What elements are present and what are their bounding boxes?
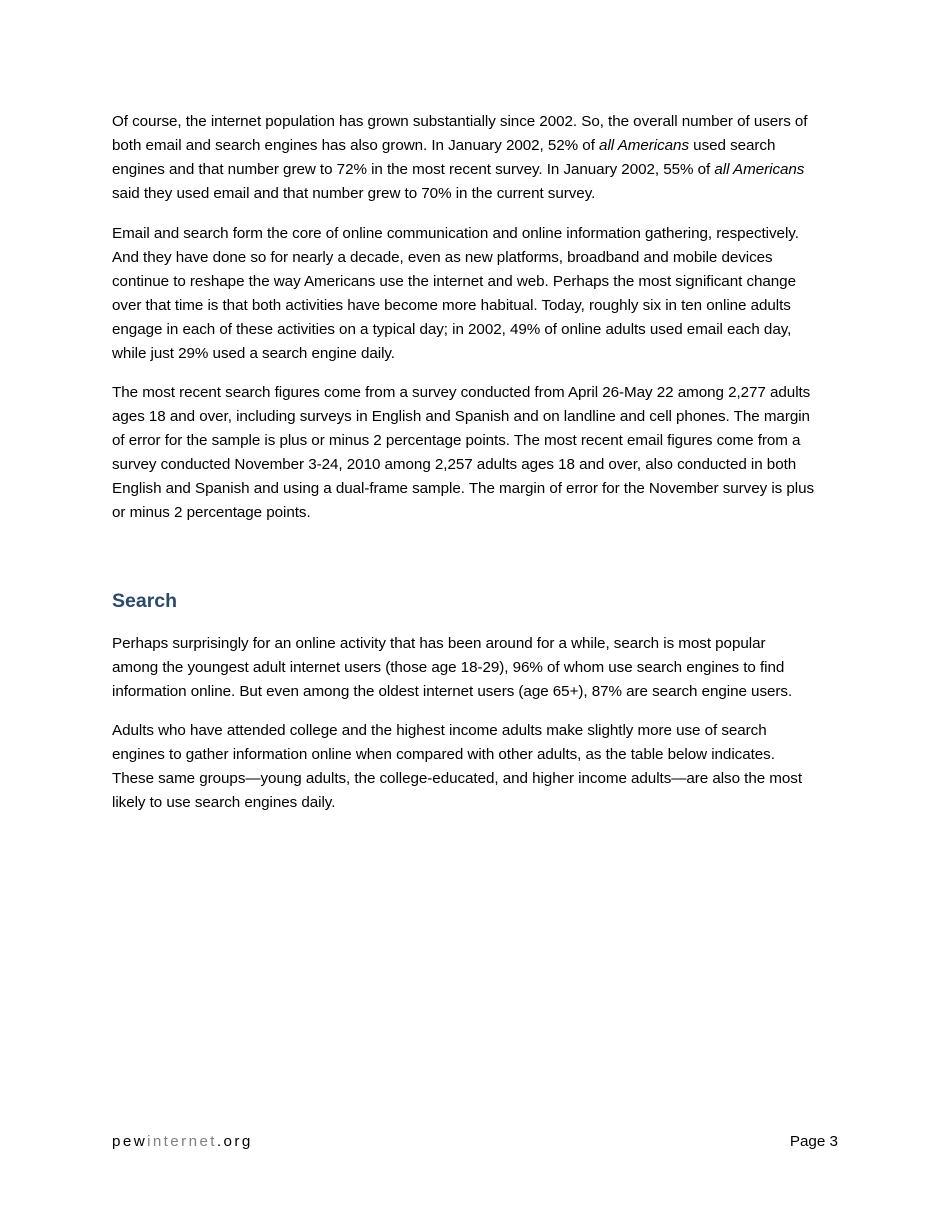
paragraph-search-age <box>112 632 852 704</box>
text-line: Perhaps surprisingly for an online activity that has been around for a while, search is most popular <box>112 635 766 652</box>
text-line: said they used email and that number grew to 70% in the current survey. <box>112 185 596 202</box>
paragraph-search-education-income <box>112 719 852 815</box>
page-number: Page 3 <box>789 1133 838 1150</box>
text-line: information online. But even among the oldest internet users (age 65+), 87% are search engine users. <box>112 683 793 700</box>
footer-site-suffix: .org <box>216 1133 253 1150</box>
text-line: among the youngest adult internet users (those age 18-29), 96% of whom use search engines to find <box>112 659 785 676</box>
footer-site-prefix: pew <box>112 1133 148 1150</box>
text-line: or minus 2 percentage points. <box>112 504 311 521</box>
text-line: Email and search form the core of online communication and online information gathering, respectively. <box>112 225 799 242</box>
text-line: of error for the sample is plus or minus 2 percentage points. The most recent email figures come from a <box>112 432 801 449</box>
text-line: Of course, the internet population has grown substantially since 2002. So, the overall number of users of <box>112 113 808 130</box>
text-line: engines and that number grew to 72% in the most recent survey. In January 2002, 55% of all Americans <box>112 161 805 178</box>
text-line: likely to use search engines daily. <box>112 794 336 811</box>
emphasis-text: all Americans <box>714 161 805 178</box>
footer-site-mid: internet <box>147 1133 217 1150</box>
text-line: while just 29% used a search engine daily. <box>112 345 395 362</box>
text-line: And they have done so for nearly a decade, even as new platforms, broadband and mobile devices <box>112 249 773 266</box>
text-line: over that time is that both activities have become more habitual. Today, roughly six in ten online adults <box>112 297 791 314</box>
paragraph-internet-growth <box>112 110 852 206</box>
emphasis-text: all Americans <box>599 137 689 154</box>
text-line: engines to gather information online when compared with other adults, as the table below indicates. <box>112 746 775 763</box>
text-line: English and Spanish and using a dual-frame sample. The margin of error for the November survey is plus <box>112 480 815 497</box>
paragraph-survey-methodology <box>112 381 852 525</box>
text-line: both email and search engines has also grown. In January 2002, 52% of all Americans used search <box>112 137 776 154</box>
text-line: survey conducted November 3-24, 2010 among 2,257 adults ages 18 and over, also conducted in both <box>112 456 797 473</box>
text-line: continue to reshape the way Americans use the internet and web. Perhaps the most significant change <box>112 273 796 290</box>
text-line: The most recent search figures come from a survey conducted from April 26-May 22 among 2,277 adults <box>112 384 811 401</box>
section-heading: Search <box>112 590 178 612</box>
footer-site-link[interactable] <box>112 1131 253 1153</box>
text-line: These same groups—young adults, the college-educated, and higher income adults—are also the most <box>112 770 803 787</box>
text-line: ages 18 and over, including surveys in English and Spanish and on landline and cell phones. The margin <box>112 408 810 425</box>
text-line: Adults who have attended college and the highest income adults make slightly more use of search <box>112 722 767 739</box>
text-line: engage in each of these activities on a typical day; in 2002, 49% of online adults used email each day, <box>112 321 792 338</box>
section-heading-wrapper <box>112 589 177 613</box>
paragraph-email-search-core <box>112 222 852 366</box>
